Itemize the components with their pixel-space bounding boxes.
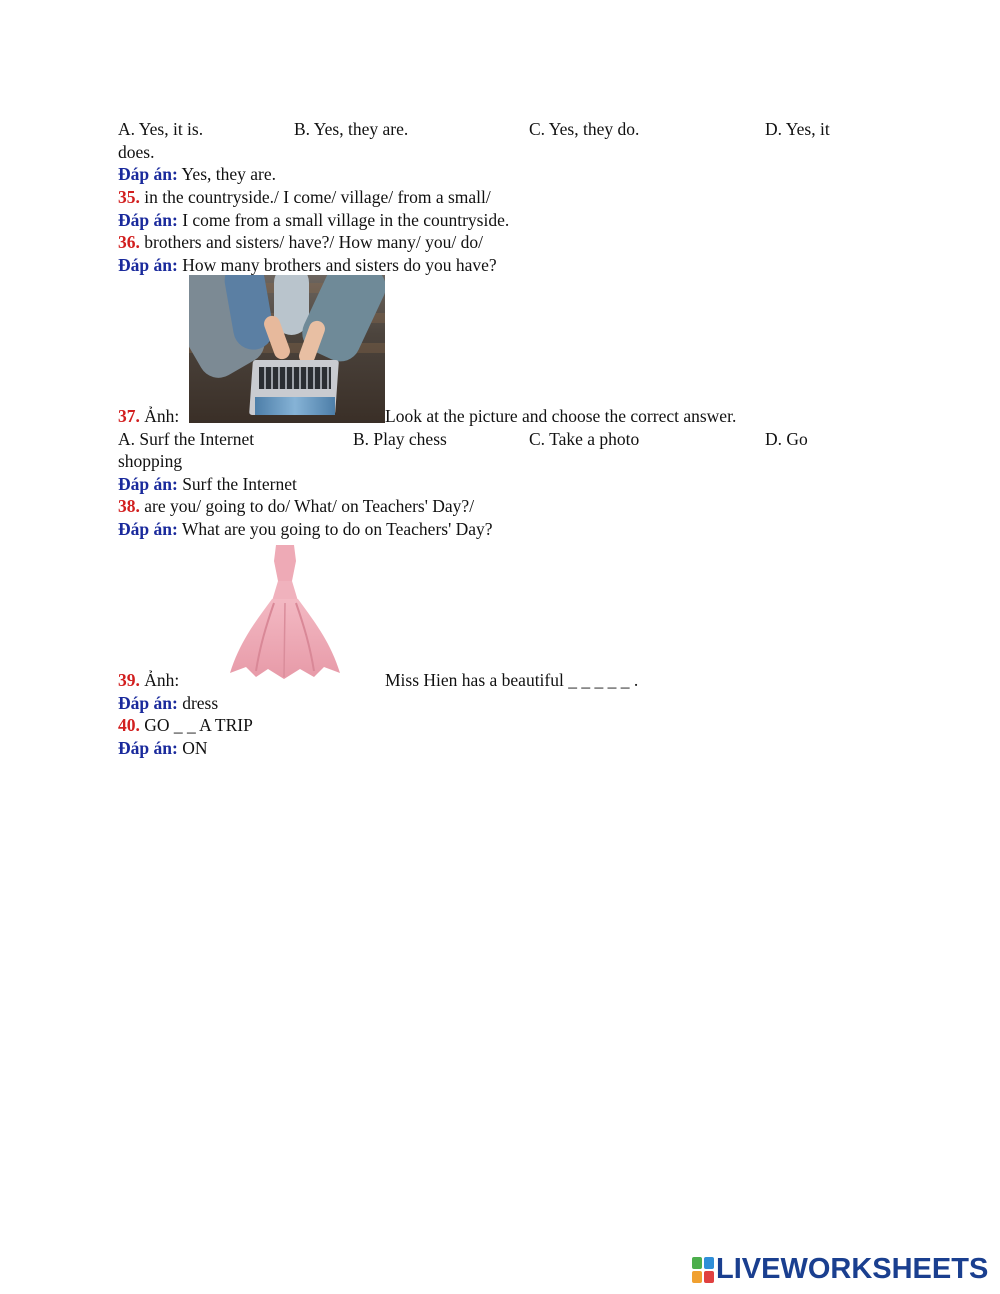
q37-option-a: A. Surf the Internet bbox=[118, 429, 255, 449]
q40-answer-line bbox=[118, 737, 207, 759]
q36-prompt: brothers and sisters/ have?/ How many/ you/ do/ bbox=[144, 232, 484, 252]
q36-answer-line bbox=[118, 254, 497, 276]
answer-label: Đáp án: bbox=[118, 693, 178, 713]
q39-line bbox=[118, 669, 179, 691]
q37-option-wrap: shopping bbox=[118, 451, 183, 471]
liveworksheets-logo-icon bbox=[692, 1257, 714, 1283]
q39-answer: dress bbox=[182, 693, 219, 713]
q34-option-c: C. Yes, they do. bbox=[529, 119, 640, 139]
q37-option-c: C. Take a photo bbox=[529, 429, 640, 449]
q36-line bbox=[118, 231, 483, 253]
q34-option-a: A. Yes, it is. bbox=[118, 119, 204, 139]
q34-option-wrap: does. bbox=[118, 142, 155, 162]
answer-label: Đáp án: bbox=[118, 255, 178, 275]
q37-option-d: D. Go bbox=[765, 429, 808, 449]
question-number: 35. bbox=[118, 187, 140, 207]
question-number: 38. bbox=[118, 496, 140, 516]
answer-label: Đáp án: bbox=[118, 210, 178, 230]
q34-option-b: B. Yes, they are. bbox=[294, 119, 409, 139]
q39-image-label: Ảnh: bbox=[144, 670, 180, 690]
q36-answer: How many brothers and sisters do you have? bbox=[182, 255, 497, 275]
q40-answer: ON bbox=[182, 738, 208, 758]
q38-line bbox=[118, 495, 474, 517]
q35-answer: I come from a small village in the countryside. bbox=[182, 210, 510, 230]
pink-dress-photo bbox=[226, 541, 344, 681]
question-number: 40. bbox=[118, 715, 140, 735]
q34-answer-line bbox=[118, 163, 276, 185]
q38-answer-line bbox=[118, 518, 493, 540]
answer-label: Đáp án: bbox=[118, 474, 178, 494]
q37-option-b: B. Play chess bbox=[353, 429, 447, 449]
q35-prompt: in the countryside./ I come/ village/ from a small/ bbox=[144, 187, 491, 207]
q39-prompt: Miss Hien has a beautiful _ _ _ _ _ . bbox=[385, 670, 639, 690]
q40-prompt: GO _ _ A TRIP bbox=[144, 715, 253, 735]
q34-answer: Yes, they are. bbox=[181, 164, 277, 184]
question-number: 39. bbox=[118, 670, 140, 690]
q39-answer-line bbox=[118, 692, 218, 714]
q34-option-d: D. Yes, it bbox=[765, 119, 830, 139]
q37-prompt: Look at the picture and choose the correct answer. bbox=[385, 406, 737, 426]
q35-answer-line bbox=[118, 209, 509, 231]
q40-line bbox=[118, 714, 253, 736]
laptop-photo bbox=[189, 275, 385, 423]
answer-label: Đáp án: bbox=[118, 519, 178, 539]
q35-line bbox=[118, 186, 491, 208]
answer-label: Đáp án: bbox=[118, 164, 178, 184]
footer-logo[interactable] bbox=[692, 1253, 992, 1285]
q37-image-label: Ảnh: bbox=[144, 406, 180, 426]
answer-label: Đáp án: bbox=[118, 738, 178, 758]
question-number: 36. bbox=[118, 232, 140, 252]
question-number: 37. bbox=[118, 406, 140, 426]
q37-answer-line bbox=[118, 473, 297, 495]
footer-brand: LIVEWORKSHEETS bbox=[716, 1253, 989, 1285]
q37-answer: Surf the Internet bbox=[182, 474, 297, 494]
q37-line bbox=[118, 405, 179, 427]
q38-answer: What are you going to do on Teachers' Day? bbox=[181, 519, 493, 539]
q38-prompt: are you/ going to do/ What/ on Teachers' Day?/ bbox=[144, 496, 475, 516]
